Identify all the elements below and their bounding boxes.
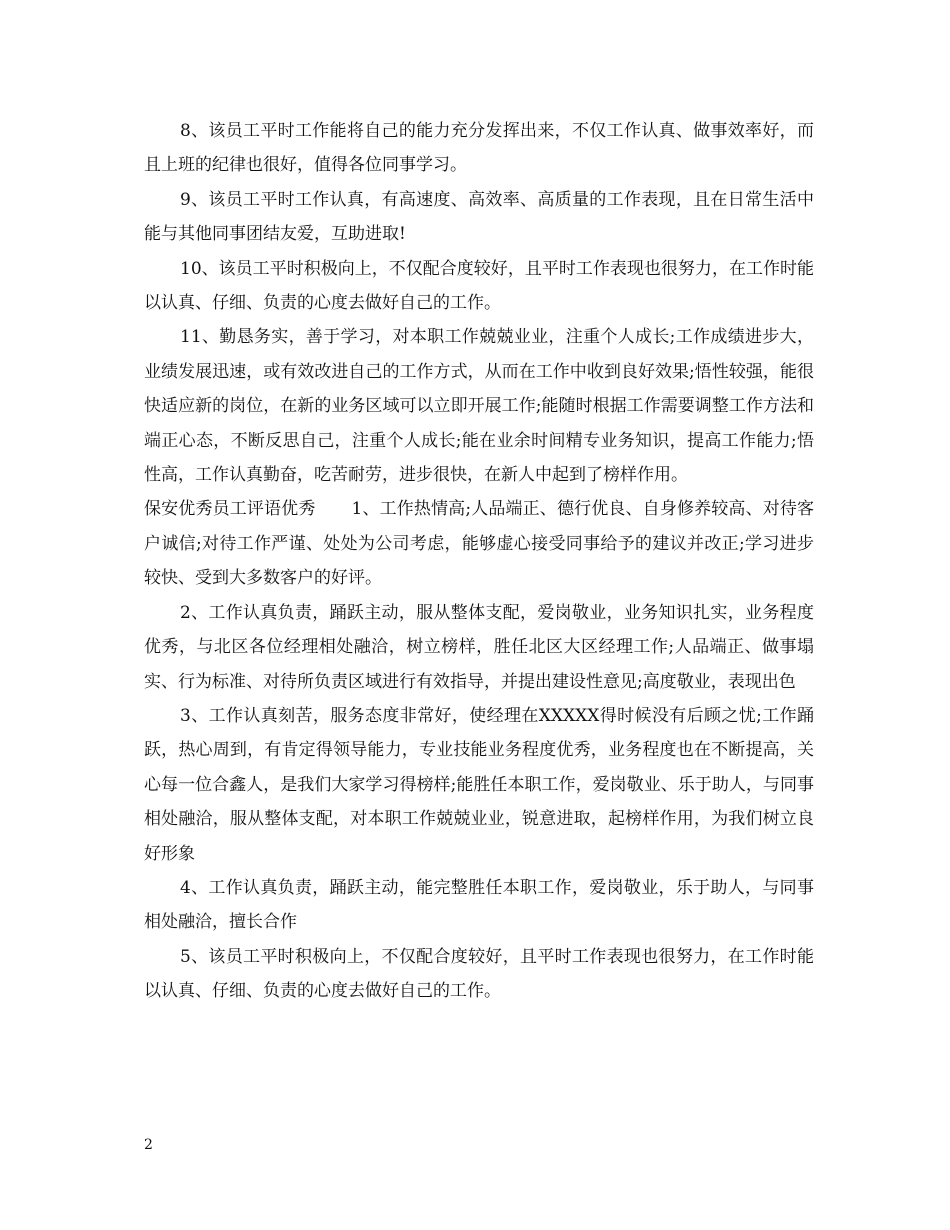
section-item-4: 4、工作认真负责，踊跃主动，能完整胜任本职工作，爱岗敬业，乐于助人，与同事相处融洽，擅长合作 xyxy=(144,877,814,933)
section-title: 保安优秀员工评语优秀 xyxy=(144,499,316,520)
paragraph-item-10: 10、该员工平时积极向上，不仅配合度较好，且平时工作表现也很努力，在工作时能以认真、仔细、负责的心度去做好自己的工作。 xyxy=(144,258,814,314)
paragraph-item-11: 11、勤恳务实，善于学习，对本职工作兢兢业业，注重个人成长;工作成绩进步大，业绩发展迅速，或有效改进自己的工作方式，从而在工作中收到良好效果;悟性较强，能很快适应新的岗位，在新的业务区域可以立即开展工作;能随时根据工作需要调整工作方法和端正心态，不断反思自己，注重个人成长;能在业余时间精专业务知识，提高工作能力;悟性高，工作认真勤奋，吃苦耐劳，进步很快，在新人中起到了榜样作用。 xyxy=(144,327,814,486)
section-paragraph xyxy=(144,492,814,595)
document-body xyxy=(144,114,814,1009)
section-item-3: 3、工作认真刻苦，服务态度非常好，使经理在XXXXX得时候没有后顾之忧;工作踊跃，热心周到，有肯定得领导能力，专业技能业务程度优秀，业务程度也在不断提高，关心每一位合鑫人，是我们大家学习得榜样;能胜任本职工作，爱岗敬业、乐于助人，与同事相处融洽，服从整体支配，对本职工作兢兢业业，锐意进取，起榜样作用，为我们树立良好形象 xyxy=(144,705,814,864)
section-item-1: 1、工作热情高;人品端正、德行优良、自身修养较高、对待客户诚信;对待工作严谨、处处为公司考虑，能够虚心接受同事给予的建议并改正;学习进步较快、受到大多数客户的好评。 xyxy=(144,499,815,589)
section-item-5: 5、该员工平时积极向上，不仅配合度较好，且平时工作表现也很努力，在工作时能以认真、仔细、负责的心度去做好自己的工作。 xyxy=(144,946,814,1002)
page-number: 2 xyxy=(144,1137,153,1153)
paragraph-item-8: 8、该员工平时工作能将自己的能力充分发挥出来，不仅工作认真、做事效率好，而且上班的纪律也很好，值得各位同事学习。 xyxy=(144,121,814,176)
section-item-2: 2、工作认真负责，踊跃主动，服从整体支配，爱岗敬业，业务知识扎实，业务程度优秀，与北区各位经理相处融洽，树立榜样，胜任北区大区经理工作;人品端正、做事塌实、行为标准、对待所负责区域进行有效指导，并提出建设性意见;高度敬业，表现出色 xyxy=(144,602,814,692)
paragraph-item-9: 9、该员工平时工作认真，有高速度、高效率、高质量的工作表现，且在日常生活中能与其他同事团结友爱，互助进取! xyxy=(144,189,814,245)
